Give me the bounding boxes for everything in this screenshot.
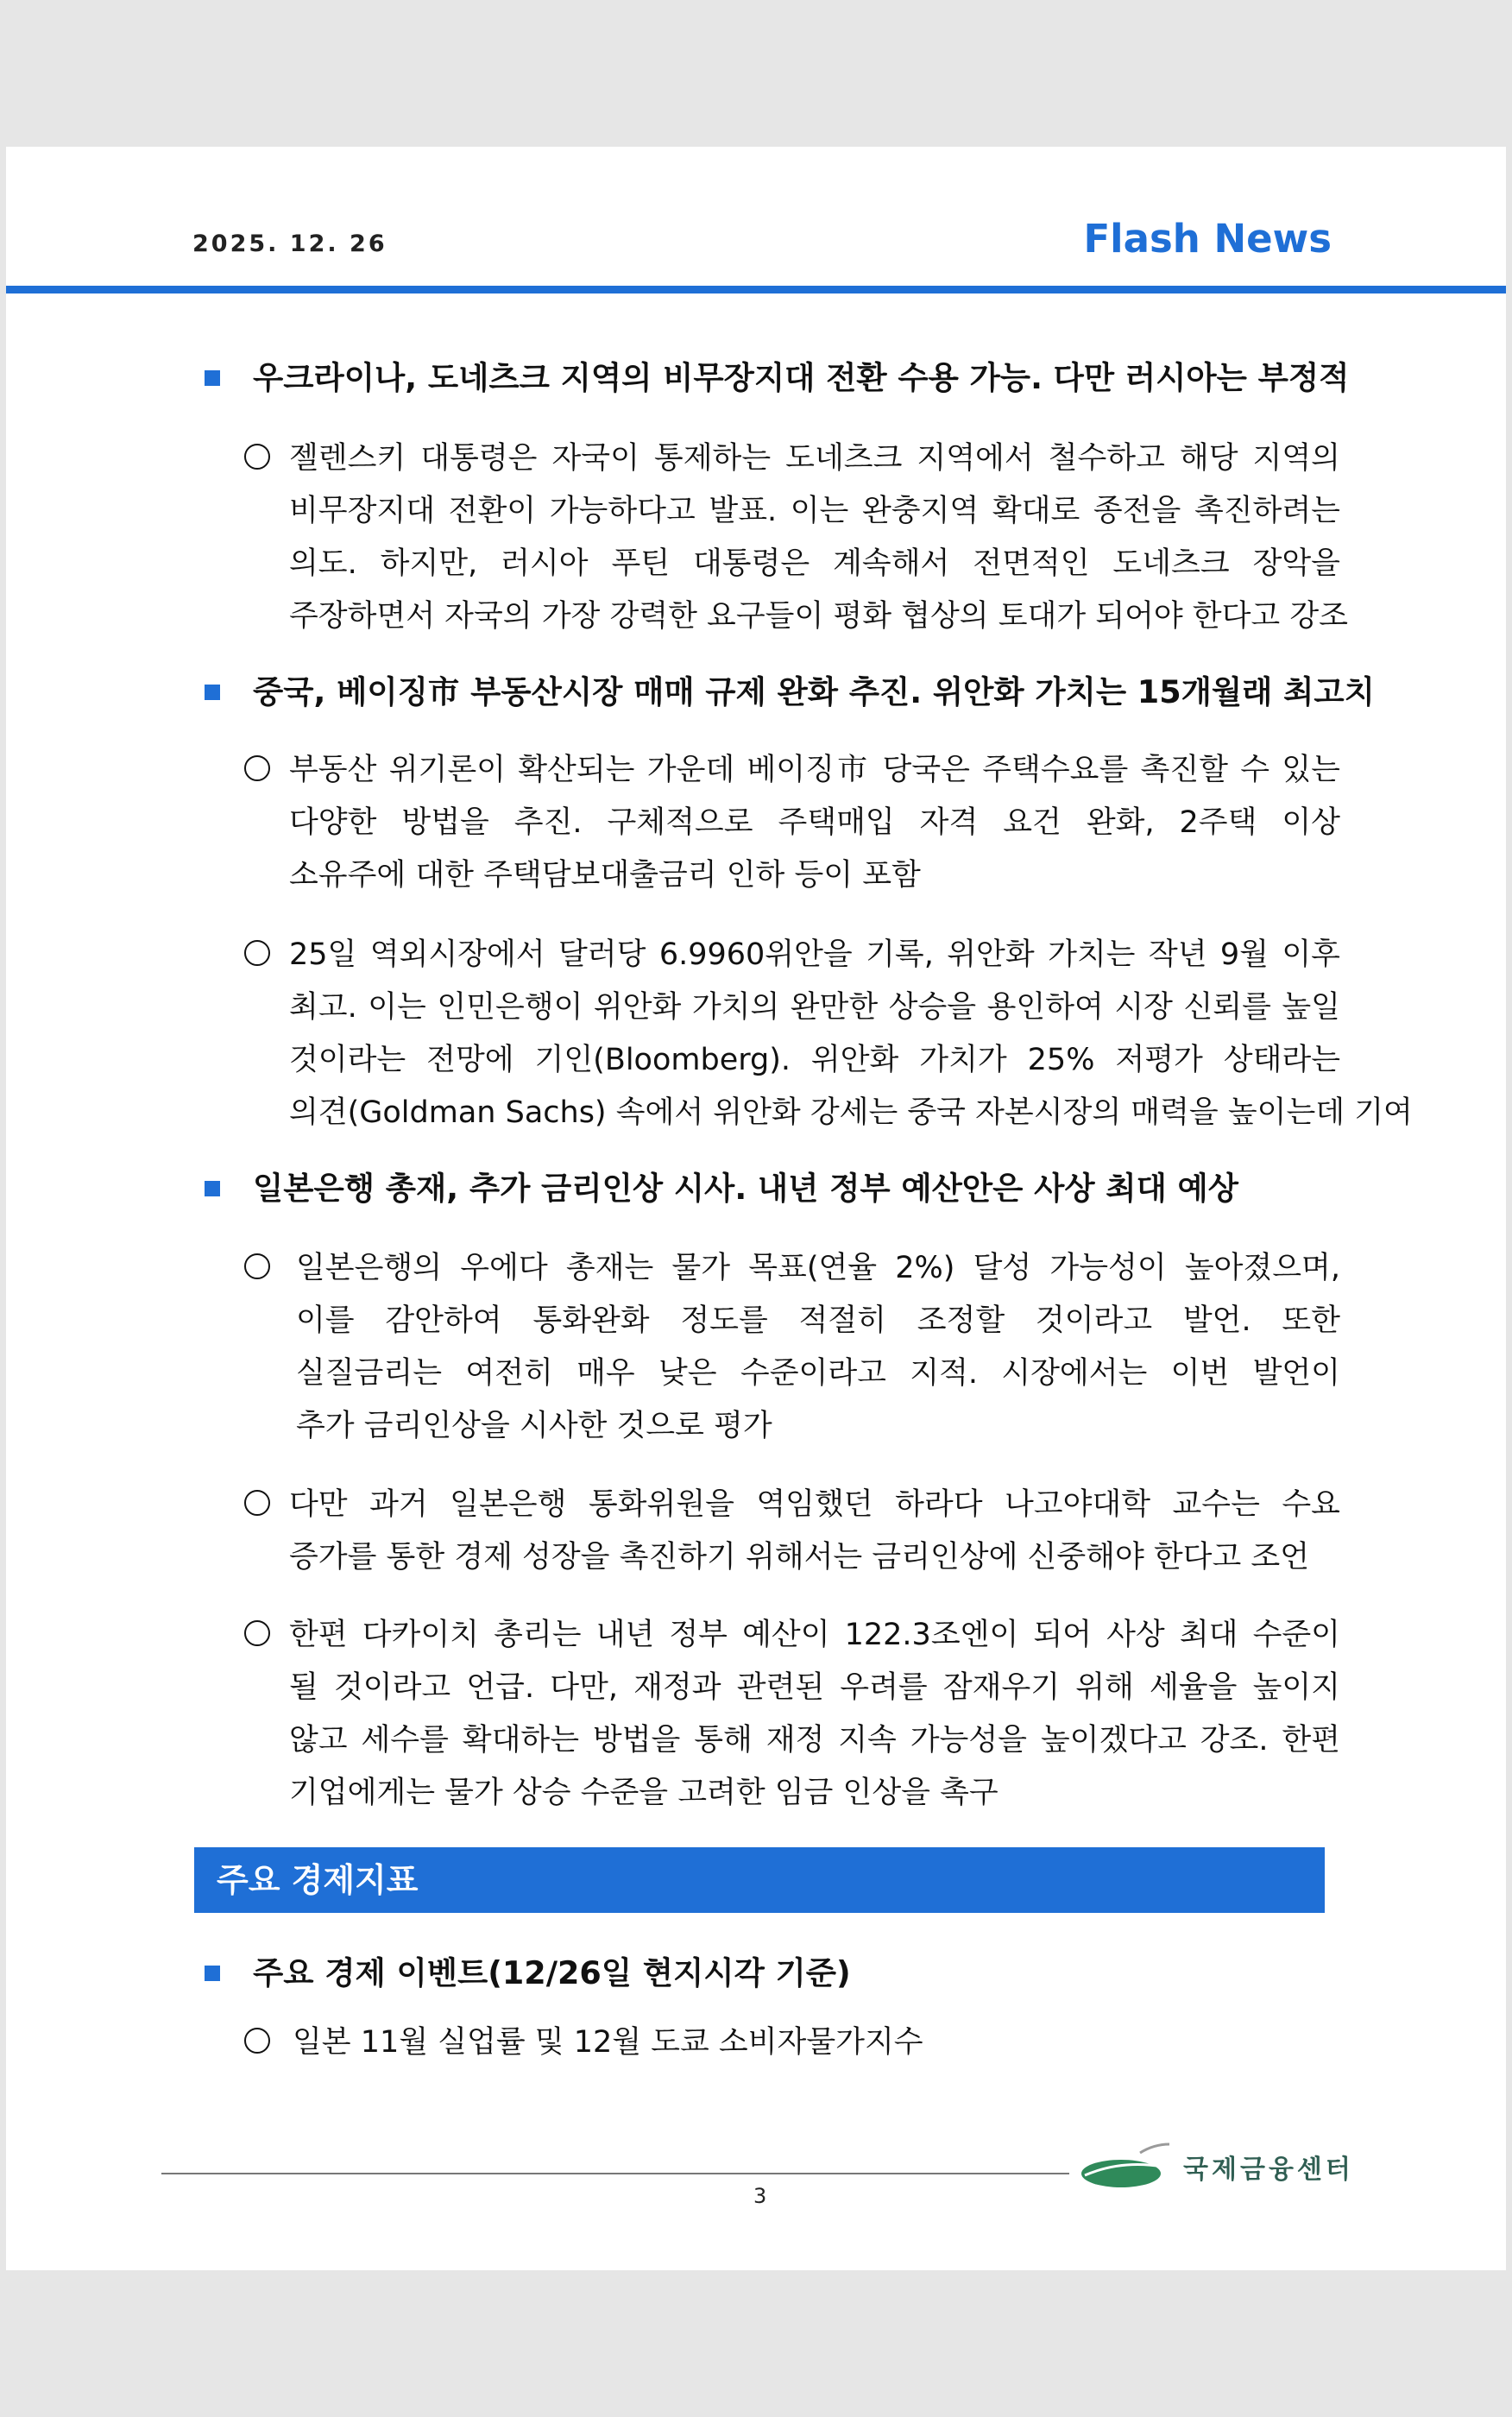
paragraph-line: 이를 감안하여 통화완화 정도를 적절히 조정할 것이라고 발언. 또한 xyxy=(296,1303,1340,1338)
circle-bullet-icon xyxy=(244,940,270,966)
list-item xyxy=(244,2016,1340,2069)
section-heading-text: 우크라이나, 도네츠크 지역의 비무장지대 전환 수용 가능. 다만 러시아는 부정적 xyxy=(253,359,1350,396)
report-date: 2025. 12. 26 xyxy=(192,230,387,257)
circle-bullet-icon xyxy=(244,2028,270,2054)
report-title: Flash News xyxy=(1083,216,1332,262)
indicators-banner xyxy=(194,1847,1325,1913)
paragraph-line: 의도. 하지만, 러시아 푸틴 대통령은 계속해서 전면적인 도네츠크 장악을 xyxy=(289,546,1340,581)
square-bullet-icon xyxy=(205,1181,220,1196)
paragraph-line: 젤렌스키 대통령은 자국이 통제하는 도네츠크 지역에서 철수하고 해당 지역의 xyxy=(289,441,1340,476)
circle-bullet-icon xyxy=(244,1490,270,1516)
page-number: 3 xyxy=(753,2184,767,2208)
paragraph-line: 부동산 위기론이 확산되는 가운데 베이징市 당국은 주택수요를 촉진할 수 있는 xyxy=(289,753,1340,787)
paragraph-line: 소유주에 대한 주택담보대출금리 인하 등이 포함 xyxy=(289,858,921,893)
paragraph-line: 일본 11월 실업률 및 12월 도쿄 소비자물가지수 xyxy=(293,2025,923,2060)
section-heading-text: 일본은행 총재, 추가 금리인상 시사. 내년 정부 예산안은 사상 최대 예상 xyxy=(253,1170,1239,1207)
paragraph-line: 다양한 방법을 추진. 구체적으로 주택매입 자격 요건 완화, 2주택 이상 xyxy=(289,805,1340,840)
document-page xyxy=(6,147,1506,2270)
paragraph-line: 다만 과거 일본은행 통화위원을 역임했던 하라다 나고야대학 교수는 수요 xyxy=(289,1487,1340,1522)
section-heading-text: 중국, 베이징市 부동산시장 매매 규제 완화 추진. 위안화 가치는 15개월래 최고치 xyxy=(253,673,1375,710)
square-bullet-icon xyxy=(205,685,220,700)
paragraph-line: 것이라는 전망에 기인(Bloomberg). 위안화 가치가 25% 저평가 상태라는 xyxy=(289,1043,1340,1077)
kcif-logo xyxy=(1080,2132,1354,2191)
list-item xyxy=(244,1242,1340,1453)
paragraph-line: 최고. 이는 인민은행이 위안화 가치의 완만한 상승을 용인하여 시장 신뢰를 높일 xyxy=(289,990,1340,1025)
header-divider xyxy=(6,286,1506,293)
circle-bullet-icon xyxy=(244,1253,270,1279)
paragraph-line: 주장하면서 자국의 가장 강력한 요구들이 평화 협상의 토대가 되어야 한다고 강조 xyxy=(289,599,1348,634)
paragraph-line: 증가를 통한 경제 성장을 촉진하기 위해서는 금리인상에 신중해야 한다고 조언 xyxy=(289,1540,1310,1575)
circle-bullet-icon xyxy=(244,444,270,470)
square-bullet-icon xyxy=(205,370,220,386)
square-bullet-icon xyxy=(205,1966,220,1981)
paragraph-line: 한편 다카이치 총리는 내년 정부 예산이 122.3조엔이 되어 사상 최대 수준이 xyxy=(289,1618,1340,1652)
paragraph-line: 않고 세수를 확대하는 방법을 통해 재정 지속 가능성을 높이겠다고 강조. 한편 xyxy=(289,1723,1340,1758)
circle-bullet-icon xyxy=(244,1620,270,1646)
paragraph-line: 기업에게는 물가 상승 수준을 고려한 임금 인상을 촉구 xyxy=(289,1776,999,1810)
list-item xyxy=(244,929,1413,1139)
paragraph-line: 일본은행의 우에다 총재는 물가 목표(연율 2%) 달성 가능성이 높아졌으며, xyxy=(296,1251,1340,1285)
list-item xyxy=(244,1479,1340,1584)
list-item xyxy=(244,432,1348,643)
paragraph-line: 25일 역외시장에서 달러당 6.9960위안을 기록, 위안화 가치는 작년 9월 이후 xyxy=(289,937,1340,972)
logo-text: 국제금융센터 xyxy=(1183,2155,1354,2185)
section-heading-text: 주요 경제 이벤트(12/26일 현지시각 기준) xyxy=(253,1954,851,1991)
footer-divider xyxy=(161,2173,1069,2174)
list-item xyxy=(244,744,1340,902)
paragraph-line: 추가 금리인상을 시사한 것으로 평가 xyxy=(296,1409,772,1443)
paragraph-line: 실질금리는 여전히 매우 낮은 수준이라고 지적. 시장에서는 이번 발언이 xyxy=(296,1356,1340,1391)
circle-bullet-icon xyxy=(244,755,270,781)
banner-title: 주요 경제지표 xyxy=(217,1861,419,1899)
paragraph-line: 의견(Goldman Sachs) 속에서 위안화 강세는 중국 자본시장의 매력을 높이는데 기여 xyxy=(289,1095,1413,1130)
paragraph-line: 비무장지대 전환이 가능하다고 발표. 이는 완충지역 확대로 종전을 촉진하려는 xyxy=(289,494,1340,528)
paragraph-line: 될 것이라고 언급. 다만, 재정과 관련된 우려를 잠재우기 위해 세율을 높이지 xyxy=(289,1670,1340,1705)
logo-leaf-icon xyxy=(1080,2141,1175,2191)
list-item xyxy=(244,1609,1340,1820)
